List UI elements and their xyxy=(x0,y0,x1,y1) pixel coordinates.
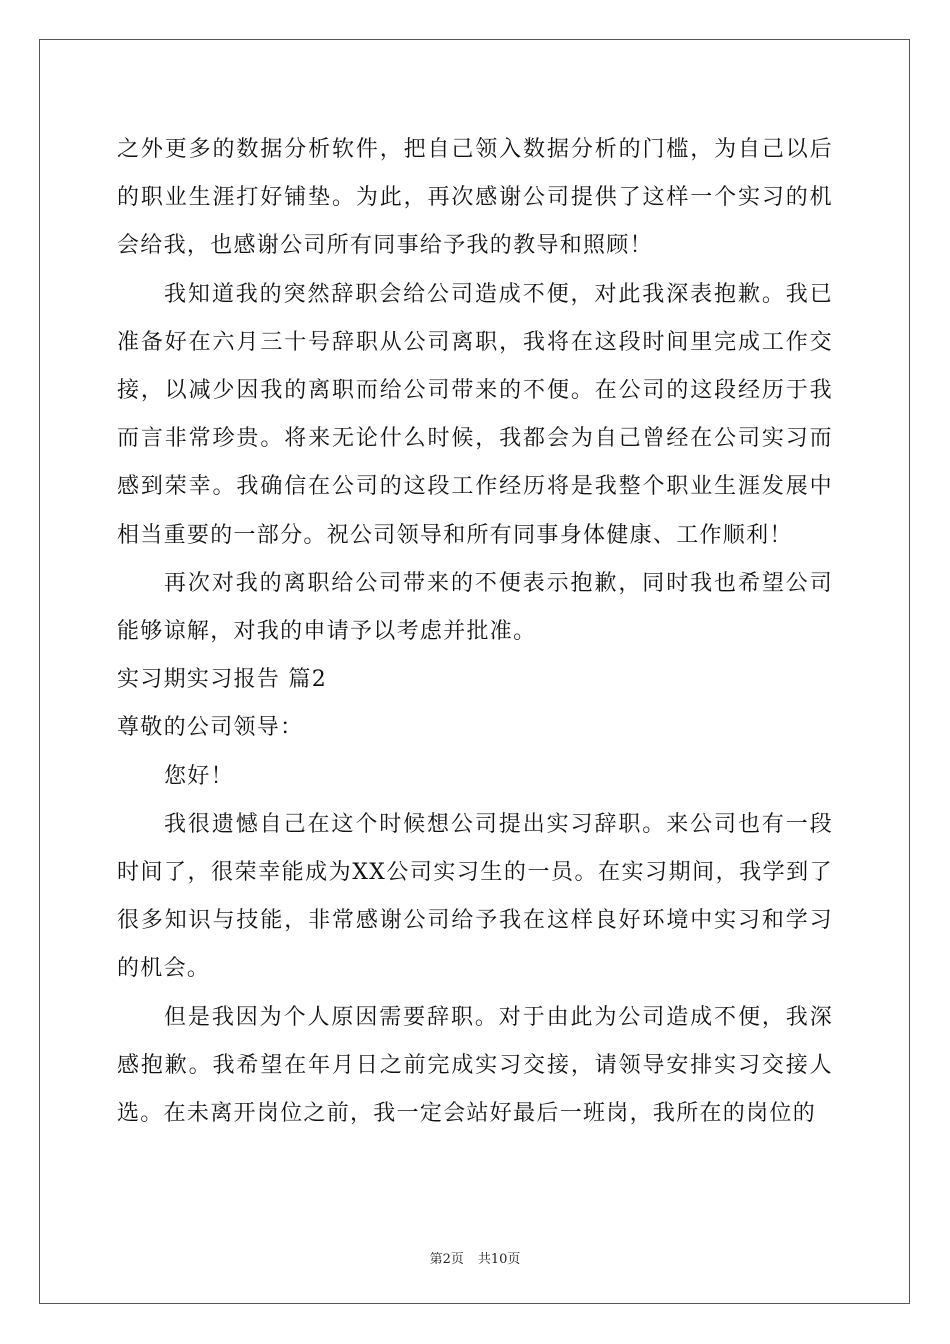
paragraph-intro: 我很遗憾自己在这个时候想公司提出实习辞职。来公司也有一段时间了，很荣幸能成为XX公司实习生的一员。在实习期间，我学到了很多知识与技能，非常感谢公司给予我在这样良好环境中实习和学习的机会。 xyxy=(117,811,833,982)
paragraph-closing-request: 再次对我的离职给公司带来的不便表示抱歉，同时我也希望公司能够谅解，对我的申请予以考虑并批准。 xyxy=(117,570,833,645)
section-heading: 实习期实习报告 篇2 xyxy=(117,667,327,693)
page-footer xyxy=(0,1248,950,1267)
greeting: 您好！ xyxy=(164,763,234,789)
document-body xyxy=(117,126,833,1138)
page-number: 第2页 xyxy=(429,1252,464,1267)
paragraph-resignation-apology: 我知道我的突然辞职会给公司造成不便，对此我深表抱歉。我已准备好在六月三十号辞职从公司离职，我将在这段时间里完成工作交接，以减少因我的离职而给公司带来的不便。在公司的这段经历于我而言非常珍贵。将来无论什么时候，我都会为自己曾经在公司实习而感到荣幸。我确信在公司的这段工作经历将是我整个职业生涯发展中相当重要的一部分。祝公司领导和所有同事身体健康、工作顺利！ xyxy=(117,281,833,548)
page-total: 共10页 xyxy=(477,1252,521,1267)
salutation: 尊敬的公司领导： xyxy=(117,715,304,741)
paragraph-reason: 但是我因为个人原因需要辞职。对于由此为公司造成不便，我深感抱歉。我希望在年月日之前完成实习交接，请领导安排实习交接人选。在未离开岗位之前，我一定会站好最后一班岗，我所在的岗位的 xyxy=(117,1004,833,1127)
paragraph-continuation: 之外更多的数据分析软件，把自己领入数据分析的门槛，为自己以后的职业生涯打好铺垫。为此，再次感谢公司提供了这样一个实习的机会给我，也感谢公司所有同事给予我的教导和照顾！ xyxy=(117,137,833,259)
